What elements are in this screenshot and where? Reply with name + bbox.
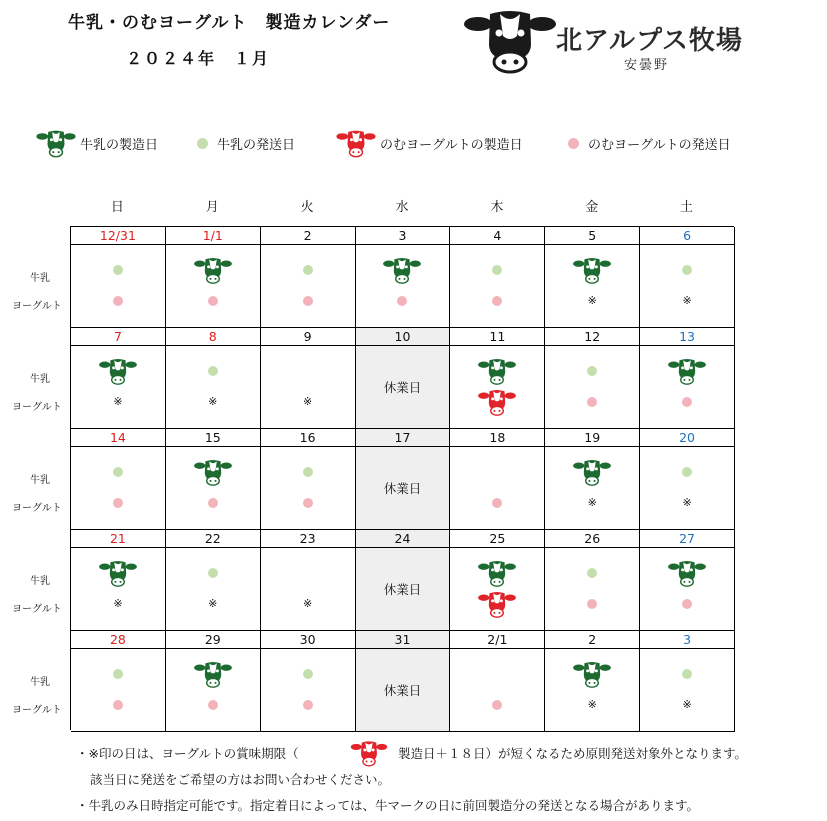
- date-cell: 2: [545, 631, 640, 649]
- date-cell: 12/31: [71, 227, 166, 245]
- closed-day-label: 休業日: [383, 582, 422, 597]
- date-cell: 14: [71, 429, 166, 447]
- weekday-0: 日: [110, 200, 124, 215]
- row-label-yogurt: ヨーグルト: [12, 402, 62, 413]
- day-cell: [71, 649, 166, 732]
- date-cell: 7: [71, 328, 166, 346]
- row-label-yogurt: ヨーグルト: [12, 604, 62, 615]
- day-cell: [545, 649, 640, 732]
- no-ship-mark: ※: [587, 294, 597, 307]
- date-cell: 17: [356, 429, 451, 447]
- milk-ship-dot-icon: [303, 669, 313, 679]
- yogurt-ship-dot-icon: [587, 397, 597, 407]
- date-cell: 4: [450, 227, 545, 245]
- yogurt-ship-dot-icon: [682, 397, 692, 407]
- yogurt-ship-dot-icon: [303, 700, 313, 710]
- closed-day-label: 休業日: [383, 683, 422, 698]
- calendar-month: ２０２４年 １月: [126, 49, 271, 68]
- day-cell: [640, 447, 735, 530]
- date-cell: 13: [640, 328, 735, 346]
- date-cell: 11: [450, 328, 545, 346]
- date-cell: 10: [356, 328, 451, 346]
- no-ship-mark: ※: [682, 294, 692, 307]
- legend-yogurt-make: [334, 126, 523, 160]
- milk-make-cow-icon: [194, 256, 232, 285]
- day-cell: [356, 447, 451, 530]
- day-cell: [166, 548, 261, 631]
- no-ship-mark: ※: [208, 597, 218, 610]
- no-ship-mark: ※: [682, 698, 692, 711]
- date-cell: 3: [356, 227, 451, 245]
- yogurt-ship-dot-icon: [397, 296, 407, 306]
- yogurt-ship-dot-icon: [113, 498, 123, 508]
- no-ship-mark: ※: [303, 395, 313, 408]
- row-label-milk: 牛乳: [30, 576, 50, 587]
- day-cell: [450, 245, 545, 328]
- date-cell: 8: [166, 328, 261, 346]
- date-cell: 15: [166, 429, 261, 447]
- yogurt-ship-dot-icon: [682, 599, 692, 609]
- yogurt-ship-dot-icon: [303, 296, 313, 306]
- date-cell: 20: [640, 429, 735, 447]
- day-cell: [356, 245, 451, 328]
- milk-ship-dot-icon: [682, 467, 692, 477]
- date-cell: 22: [166, 530, 261, 548]
- day-cell: [640, 649, 735, 732]
- row-label-milk: 牛乳: [30, 273, 50, 284]
- date-cell: 1/1: [166, 227, 261, 245]
- note-line-3: ・牛乳のみ日時指定可能です。指定着日によっては、牛マークの日に前回製造分の発送となる場合があります。: [76, 798, 700, 813]
- date-cell: 21: [71, 530, 166, 548]
- yogurt-ship-dot-icon: [113, 296, 123, 306]
- day-cell: [261, 245, 356, 328]
- row-label-milk: 牛乳: [30, 677, 50, 688]
- day-cell: [545, 245, 640, 328]
- date-cell: 31: [356, 631, 451, 649]
- milk-ship-dot-icon: [303, 265, 313, 275]
- day-cell: [261, 649, 356, 732]
- date-cell: 23: [261, 530, 356, 548]
- yogurt-ship-dot-icon: [492, 498, 502, 508]
- day-cell: [261, 548, 356, 631]
- milk-make-cow-icon: [194, 458, 232, 487]
- legend-label: のむヨーグルトの製造日: [380, 137, 523, 153]
- note-line-1a: ・※印の日は、ヨーグルトの賞味期限（: [76, 746, 299, 761]
- date-cell: 19: [545, 429, 640, 447]
- day-cell: [166, 649, 261, 732]
- day-cell: [71, 346, 166, 429]
- legend-milk-ship: [197, 126, 295, 160]
- day-cell: [261, 447, 356, 530]
- day-cell: [166, 346, 261, 429]
- date-cell: 27: [640, 530, 735, 548]
- cow-icon: [348, 739, 390, 767]
- weekday-4: 木: [490, 200, 504, 215]
- weekday-3: 水: [395, 200, 409, 215]
- milk-make-cow-icon: [478, 357, 516, 386]
- milk-make-cow-icon: [573, 660, 611, 689]
- milk-make-cow-icon: [99, 559, 137, 588]
- legend-label: 牛乳の製造日: [80, 137, 159, 153]
- milk-make-cow-icon: [668, 559, 706, 588]
- day-cell: [450, 346, 545, 429]
- pink-dot-icon: [568, 138, 579, 149]
- milk-make-cow-icon: [668, 357, 706, 386]
- legend-milk-make: [34, 126, 158, 160]
- day-cell: [450, 447, 545, 530]
- yogurt-make-cow-icon: [478, 590, 516, 619]
- no-ship-mark: ※: [113, 597, 123, 610]
- date-cell: 30: [261, 631, 356, 649]
- milk-make-cow-icon: [478, 559, 516, 588]
- date-cell: 6: [640, 227, 735, 245]
- milk-make-cow-icon: [573, 458, 611, 487]
- no-ship-mark: ※: [303, 597, 313, 610]
- yogurt-ship-dot-icon: [492, 700, 502, 710]
- day-cell: [166, 245, 261, 328]
- day-cell: [450, 649, 545, 732]
- day-cell: [71, 548, 166, 631]
- weekday-header: [70, 196, 734, 216]
- yogurt-ship-dot-icon: [208, 498, 218, 508]
- yogurt-make-cow-icon: [478, 388, 516, 417]
- legend-yogurt-ship: [568, 126, 731, 160]
- day-cell: [71, 447, 166, 530]
- brand-logo: [464, 6, 754, 76]
- day-cell: [450, 548, 545, 631]
- milk-ship-dot-icon: [587, 568, 597, 578]
- date-cell: 12: [545, 328, 640, 346]
- no-ship-mark: ※: [682, 496, 692, 509]
- milk-ship-dot-icon: [682, 669, 692, 679]
- milk-ship-dot-icon: [587, 366, 597, 376]
- date-cell: 25: [450, 530, 545, 548]
- date-cell: 3: [640, 631, 735, 649]
- date-cell: 18: [450, 429, 545, 447]
- weekday-1: 月: [205, 200, 219, 215]
- row-label-yogurt: ヨーグルト: [12, 301, 62, 312]
- date-cell: 9: [261, 328, 356, 346]
- green-dot-icon: [197, 138, 208, 149]
- yogurt-ship-dot-icon: [492, 296, 502, 306]
- day-cell: [356, 548, 451, 631]
- no-ship-mark: ※: [587, 698, 597, 711]
- day-cell: [545, 346, 640, 429]
- date-cell: 29: [166, 631, 261, 649]
- date-cell: 2: [261, 227, 356, 245]
- date-cell: 5: [545, 227, 640, 245]
- day-cell: [545, 447, 640, 530]
- closed-day-label: 休業日: [383, 380, 422, 395]
- page-title: 牛乳・のむヨーグルト 製造カレンダー: [68, 13, 391, 33]
- milk-make-cow-icon: [573, 256, 611, 285]
- day-cell: [640, 245, 735, 328]
- date-cell: 28: [71, 631, 166, 649]
- legend-label: のむヨーグルトの発送日: [588, 137, 731, 153]
- legend-label: 牛乳の発送日: [217, 137, 296, 153]
- date-cell: 26: [545, 530, 640, 548]
- date-cell: 2/1: [450, 631, 545, 649]
- date-cell: 16: [261, 429, 356, 447]
- day-cell: [71, 245, 166, 328]
- day-cell: [261, 346, 356, 429]
- day-cell: [166, 447, 261, 530]
- yogurt-ship-dot-icon: [113, 700, 123, 710]
- milk-ship-dot-icon: [113, 467, 123, 477]
- calendar-grid: [70, 226, 734, 730]
- row-label-milk: 牛乳: [30, 374, 50, 385]
- yogurt-ship-dot-icon: [303, 498, 313, 508]
- weekday-5: 金: [585, 200, 599, 215]
- no-ship-mark: ※: [587, 496, 597, 509]
- milk-ship-dot-icon: [208, 568, 218, 578]
- date-cell: 24: [356, 530, 451, 548]
- milk-ship-dot-icon: [113, 669, 123, 679]
- no-ship-mark: ※: [113, 395, 123, 408]
- cow-icon: [334, 128, 378, 158]
- milk-ship-dot-icon: [208, 366, 218, 376]
- day-cell: [545, 548, 640, 631]
- logo-cow-icon: [464, 6, 556, 76]
- row-label-yogurt: ヨーグルト: [12, 705, 62, 716]
- row-label-yogurt: ヨーグルト: [12, 503, 62, 514]
- milk-ship-dot-icon: [682, 265, 692, 275]
- milk-ship-dot-icon: [303, 467, 313, 477]
- milk-ship-dot-icon: [113, 265, 123, 275]
- weekday-2: 火: [300, 200, 314, 215]
- day-cell: [640, 346, 735, 429]
- brand-name: 北アルプス牧場: [556, 26, 743, 56]
- note-line-1b: 製造日＋１８日）が短くなるため原則発送対象外となります。: [398, 746, 748, 761]
- cow-icon: [34, 128, 78, 158]
- milk-make-cow-icon: [383, 256, 421, 285]
- no-ship-mark: ※: [208, 395, 218, 408]
- note-line-2: 該当日に発送をご希望の方はお問い合わせください。: [90, 772, 391, 787]
- yogurt-ship-dot-icon: [587, 599, 597, 609]
- day-cell: [356, 649, 451, 732]
- row-label-milk: 牛乳: [30, 475, 50, 486]
- yogurt-ship-dot-icon: [208, 296, 218, 306]
- milk-ship-dot-icon: [492, 265, 502, 275]
- milk-make-cow-icon: [194, 660, 232, 689]
- weekday-6: 土: [680, 200, 694, 215]
- day-cell: [356, 346, 451, 429]
- closed-day-label: 休業日: [383, 481, 422, 496]
- milk-make-cow-icon: [99, 357, 137, 386]
- yogurt-ship-dot-icon: [208, 700, 218, 710]
- brand-location: 安曇野: [624, 58, 670, 73]
- day-cell: [640, 548, 735, 631]
